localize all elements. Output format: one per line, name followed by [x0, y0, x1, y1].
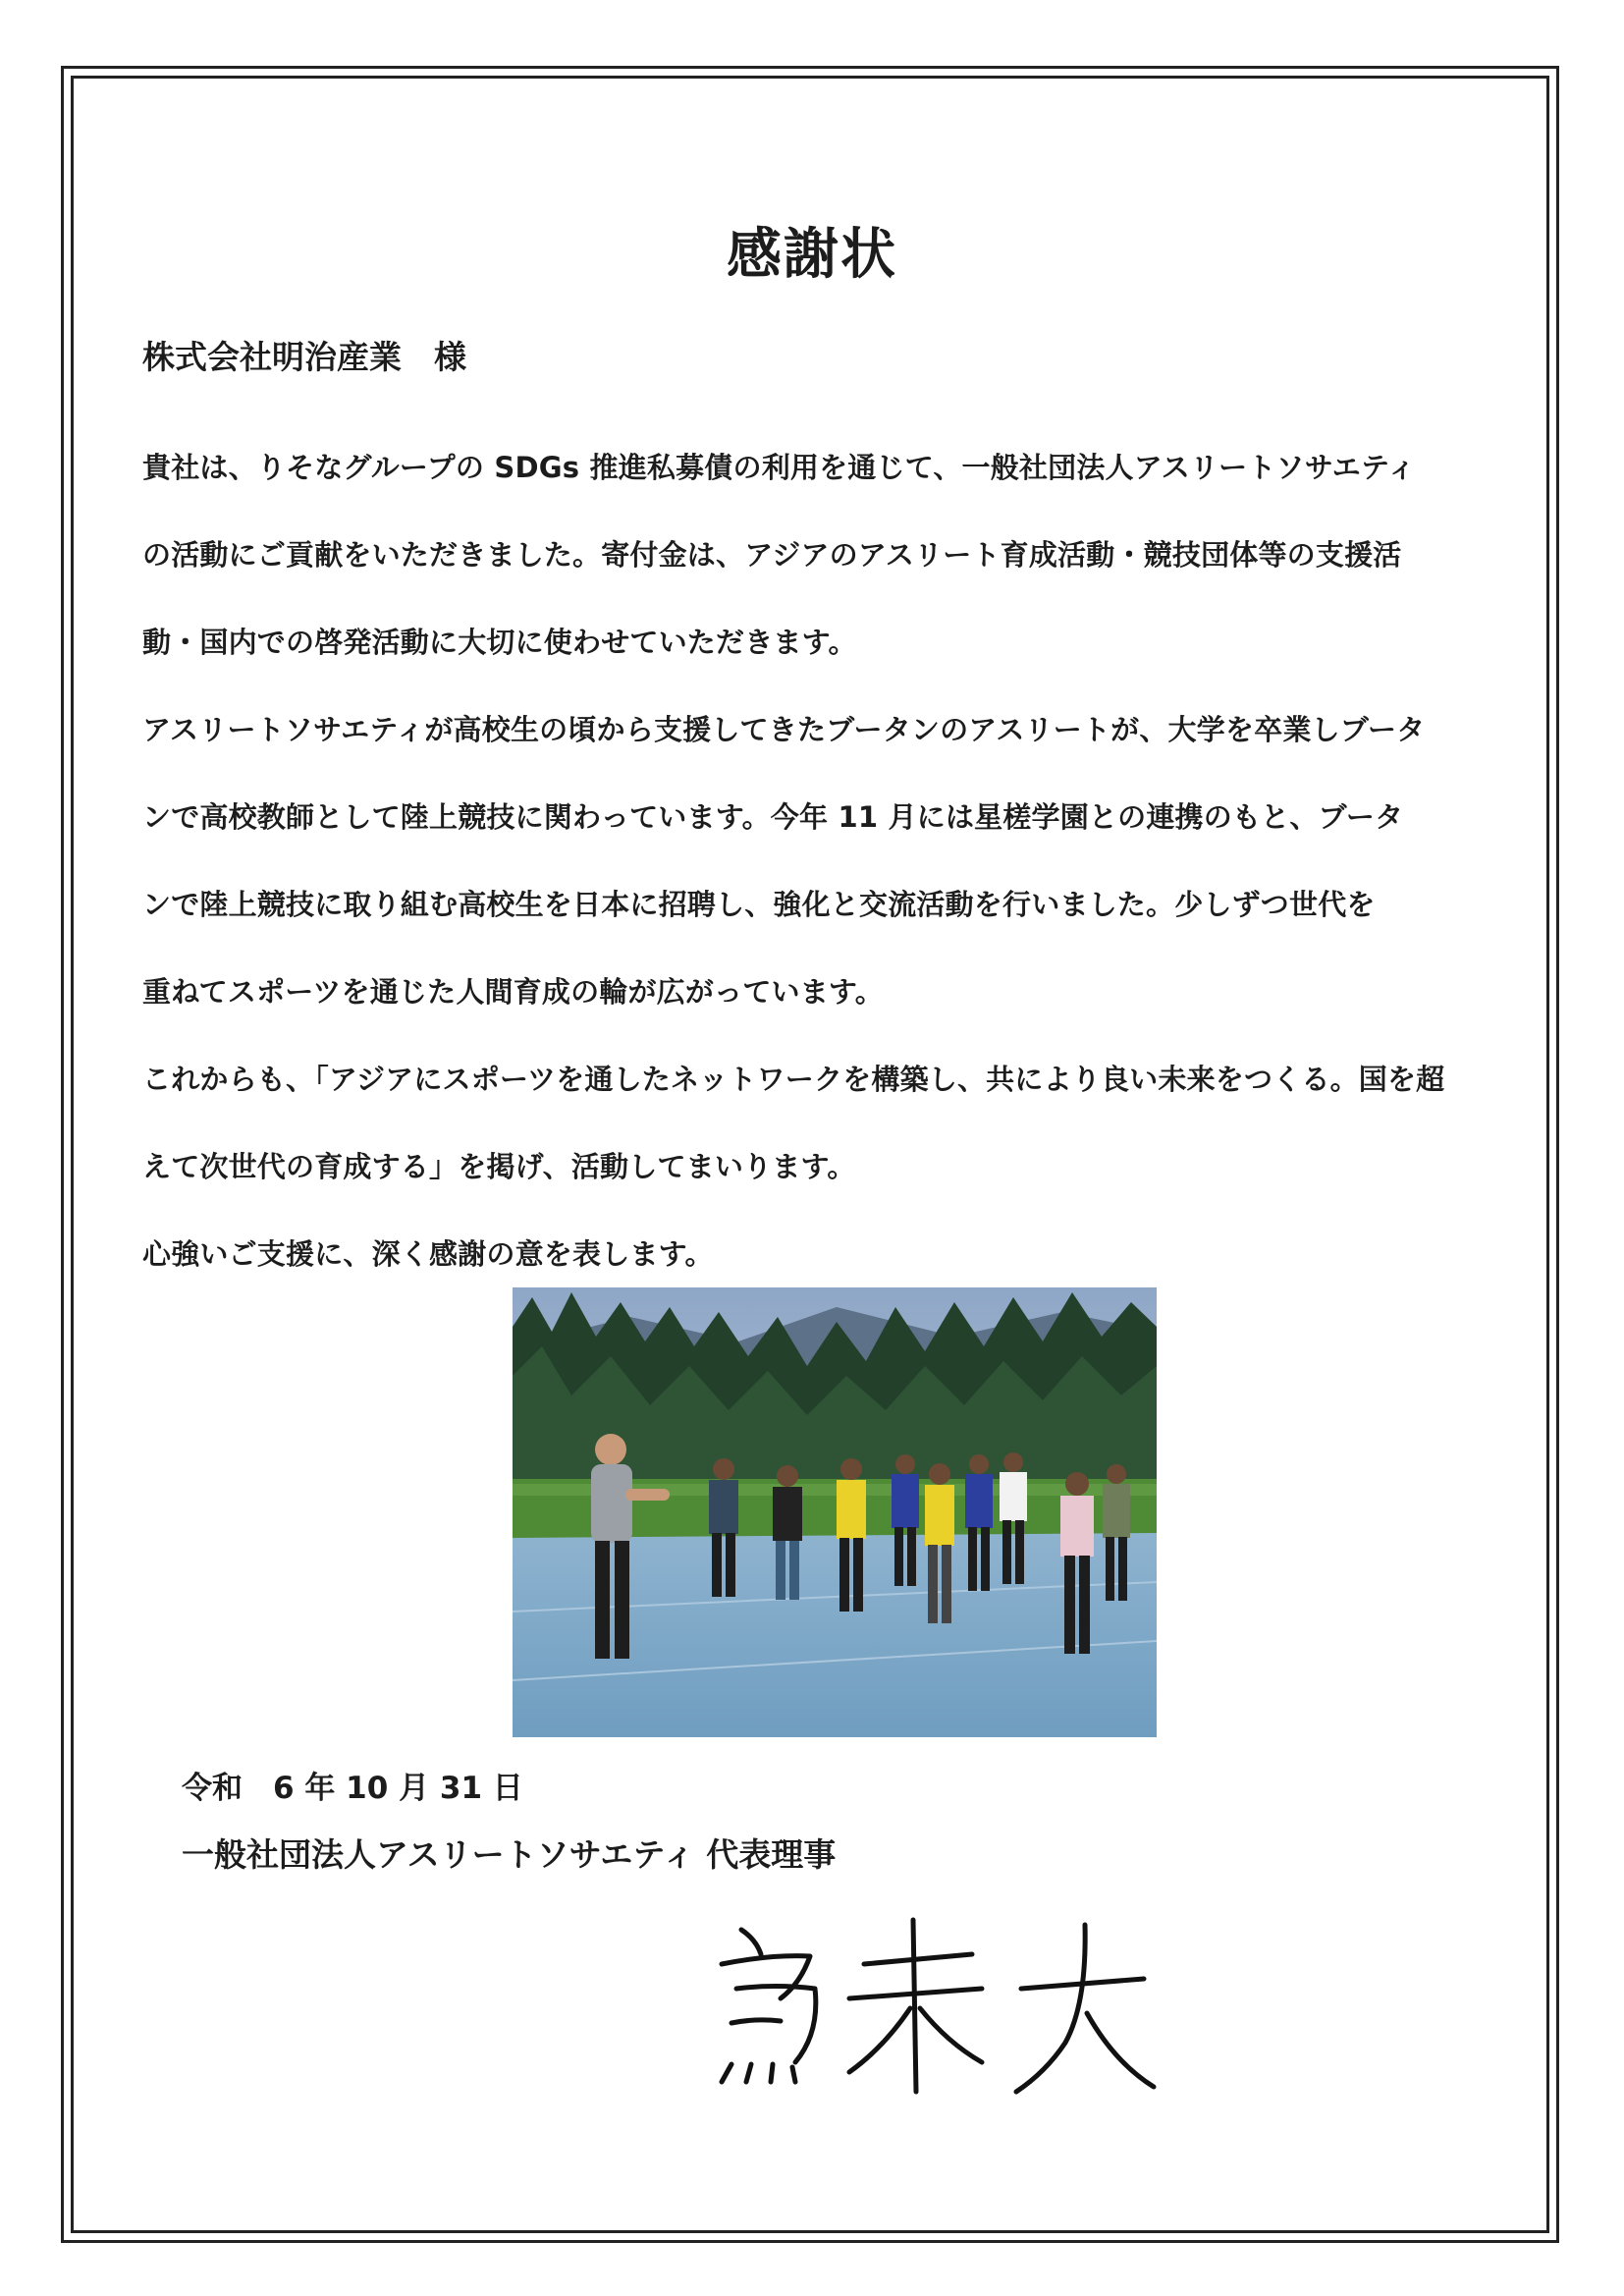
body-line: これからも、「アジアにスポーツを通したネットワークを構築し、共により良い未来をつくる。国を超 [142, 1063, 1445, 1096]
issue-date: 令和 6 年 10 月 31 日 [182, 1771, 523, 1806]
issuer-organization: 一般社団法人アスリートソサエティ 代表理事 [182, 1835, 837, 1874]
recipient-name: 株式会社明治産業 様 [142, 338, 466, 376]
body-line: ンで高校教師として陸上競技に関わっています。今年 11 月には星槎学園との連携のもと、ブータ [142, 800, 1404, 834]
certificate-body [142, 424, 1483, 1298]
handwritten-signature [702, 1895, 1164, 2111]
body-line: 貴社は、りそなグループの SDGs 推進私募債の利用を通じて、一般社団法人アスリートソサエティ [142, 451, 1417, 484]
body-line: の活動にご貢献をいただきました。寄付金は、アジアのアスリート育成活動・競技団体等の支援活 [142, 538, 1402, 572]
body-line: アスリートソサエティが高校生の頃から支援してきたブータンのアスリートが、大学を卒業しブータ [142, 713, 1426, 746]
body-line: 重ねてスポーツを通じた人間育成の輪が広がっています。 [142, 975, 884, 1009]
body-line: えて次世代の育成する」を掲げ、活動してまいります。 [142, 1150, 856, 1183]
body-line: ンで陸上競技に取り組む高校生を日本に招聘し、強化と交流活動を行いました。少しずつ世代を [142, 888, 1376, 921]
certificate-title: 感謝状 [727, 223, 897, 287]
group-photo [513, 1287, 1157, 1737]
body-line: 心強いご支援に、深く感謝の意を表します。 [142, 1237, 714, 1271]
body-line: 動・国内での啓発活動に大切に使わせていただきます。 [142, 626, 857, 659]
